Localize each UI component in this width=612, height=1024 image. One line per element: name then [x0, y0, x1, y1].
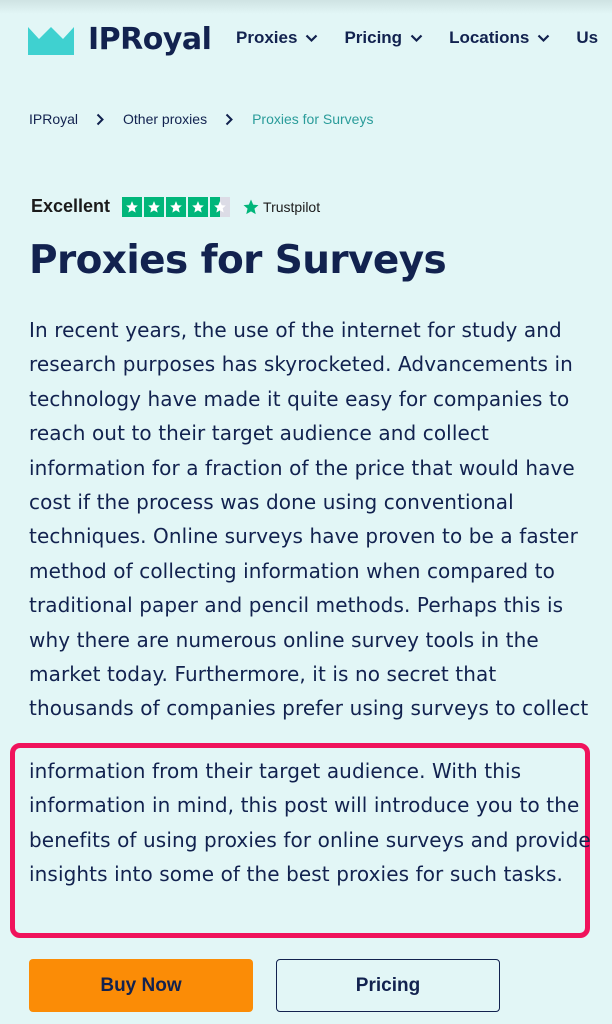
pricing-button[interactable]: Pricing — [276, 959, 500, 1012]
rating-label: Excellent — [31, 196, 111, 216]
half-star-icon — [210, 197, 230, 217]
logo-text: IPRoyal — [88, 22, 212, 57]
breadcrumb — [29, 111, 373, 127]
nav-item-proxies[interactable] — [236, 28, 318, 48]
trustpilot-logo — [242, 198, 320, 216]
breadcrumb-item-home[interactable]: IPRoyal — [29, 111, 79, 127]
star-icon — [166, 197, 186, 217]
highlighted-paragraph: information from their target audience. With this information in mind, this post will introduce you to the benefits of using proxies for online surveys and provide insights into some of the best proxies for such tasks. — [29, 759, 591, 887]
nav-item-locations[interactable] — [449, 28, 550, 48]
chevron-down-icon — [537, 34, 550, 43]
chevron-down-icon — [410, 34, 423, 43]
trustpilot-label: Trustpilot — [263, 198, 321, 215]
nav-item-pricing[interactable] — [344, 28, 423, 48]
page-title: Proxies for Surveys — [29, 238, 447, 283]
chevron-right-icon — [225, 113, 234, 126]
nav-item-label: Pricing — [344, 28, 403, 47]
breadcrumb-item-other-proxies[interactable]: Other proxies — [123, 111, 208, 127]
chevron-right-icon — [96, 113, 105, 126]
star-icon — [122, 197, 142, 217]
rating-stars — [122, 197, 230, 217]
star-icon — [144, 197, 164, 217]
trustpilot-rating[interactable] — [31, 196, 320, 217]
nav-item-label: Locations — [449, 28, 530, 47]
intro-paragraph: In recent years, the use of the internet for study and research purposes has skyrocketed. Advancements in technology have made it quite easy for companies to reach out to their target audience and collect information for a fraction of the price that would have cost if the process was done using conventional techniques. Online surveys have proven to be a faster method of collecting information when compared to traditional paper and pencil methods. Perhaps this is why there are numerous online survey tools in the market today. Furthermore, it is no secret that thousands of companies prefer using surveys to collect — [29, 318, 589, 721]
crown-icon — [28, 25, 74, 55]
logo[interactable] — [28, 22, 211, 57]
trustpilot-star-icon — [242, 198, 260, 216]
breadcrumb-item-current: Proxies for Surveys — [252, 111, 374, 127]
chevron-down-icon — [305, 34, 318, 43]
star-icon — [188, 197, 208, 217]
nav-item-label: Us — [576, 28, 599, 47]
nav-item-label: Proxies — [236, 28, 298, 47]
nav-item-use-cases[interactable] — [576, 28, 598, 48]
main-nav — [236, 28, 598, 48]
buy-now-button[interactable]: Buy Now — [29, 959, 253, 1012]
